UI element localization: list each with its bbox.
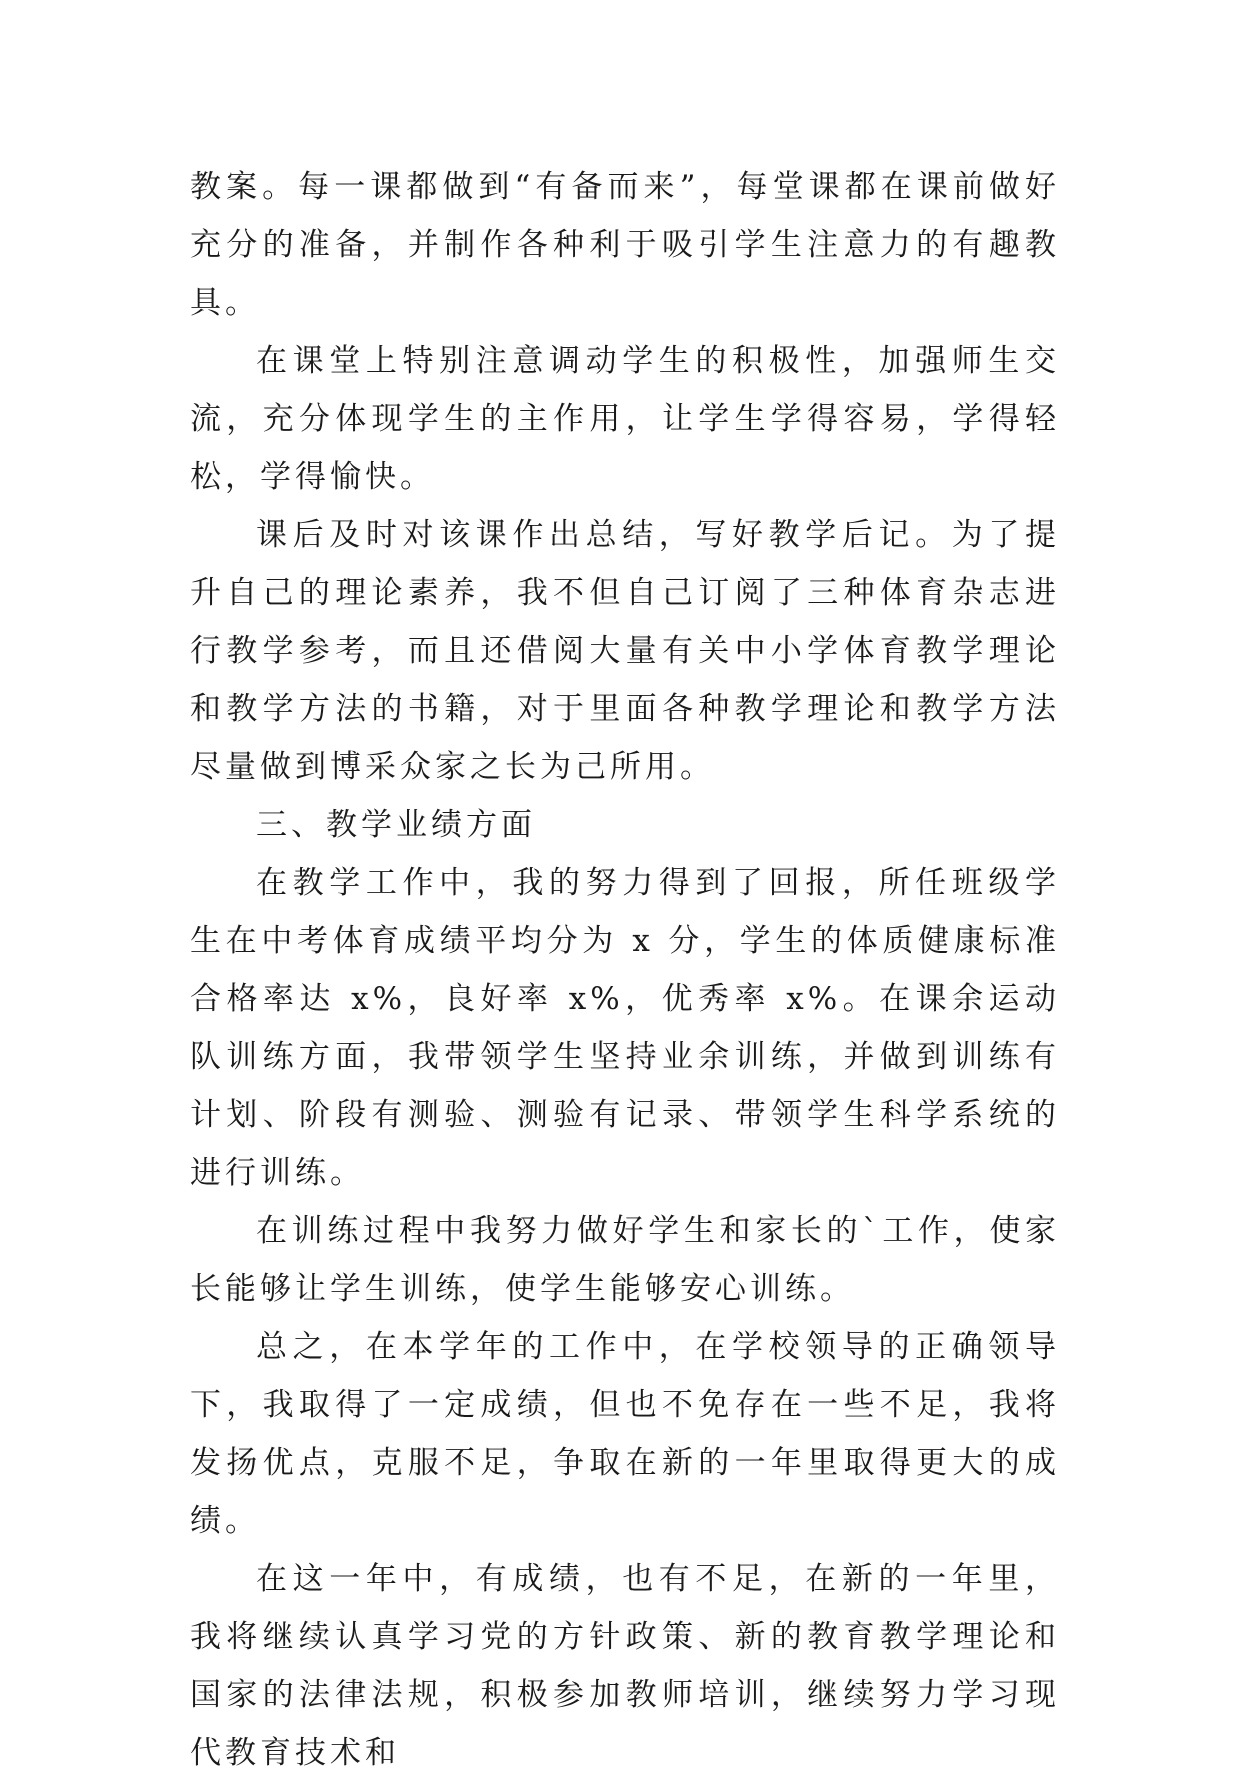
paragraph-lesson-plans: 教案。每一课都做到“有备而来”，每堂课都在课前做好充分的准备，并制作各种利于吸引学生注意力的有趣教具。	[190, 169, 1060, 321]
document-body	[190, 158, 1060, 1782]
paragraph-training-process: 在训练过程中我努力做好学生和家长的`工作，使家长能够让学生训练，使学生能够安心训练。	[190, 1213, 1060, 1307]
paragraph-summary: 总之，在本学年的工作中，在学校领导的正确领导下，我取得了一定成绩，但也不免存在一些不足，我将发扬优点，克服不足，争取在新的一年里取得更大的成绩。	[190, 1329, 1060, 1539]
section-heading-teaching-results: 三、教学业绩方面	[256, 807, 536, 843]
paragraph-next-year: 在这一年中，有成绩，也有不足，在新的一年里，我将继续认真学习党的方针政策、新的教育教学理论和国家的法律法规，积极参加教师培训，继续努力学习现代教育技术和	[190, 1561, 1060, 1771]
paragraph-teaching-results: 在教学工作中，我的努力得到了回报，所任班级学生在中考体育成绩平均分为 x 分，学生的体质健康标准合格率达 x%，良好率 x%，优秀率 x%。在课余运动队训练方面，我带领学生坚持业余训练，并做到训练有计划、阶段有测验、测验有记录、带领学生科学系统的进行训练。	[190, 865, 1060, 1191]
paragraph-classroom: 在课堂上特别注意调动学生的积极性，加强师生交流，充分体现学生的主作用，让学生学得容易，学得轻松，学得愉快。	[190, 343, 1060, 495]
paragraph-after-class: 课后及时对该课作出总结，写好教学后记。为了提升自己的理论素养，我不但自己订阅了三种体育杂志进行教学参考，而且还借阅大量有关中小学体育教学理论和教学方法的书籍，对于里面各种教学理论和教学方法尽量做到博采众家之长为己所用。	[190, 517, 1060, 785]
